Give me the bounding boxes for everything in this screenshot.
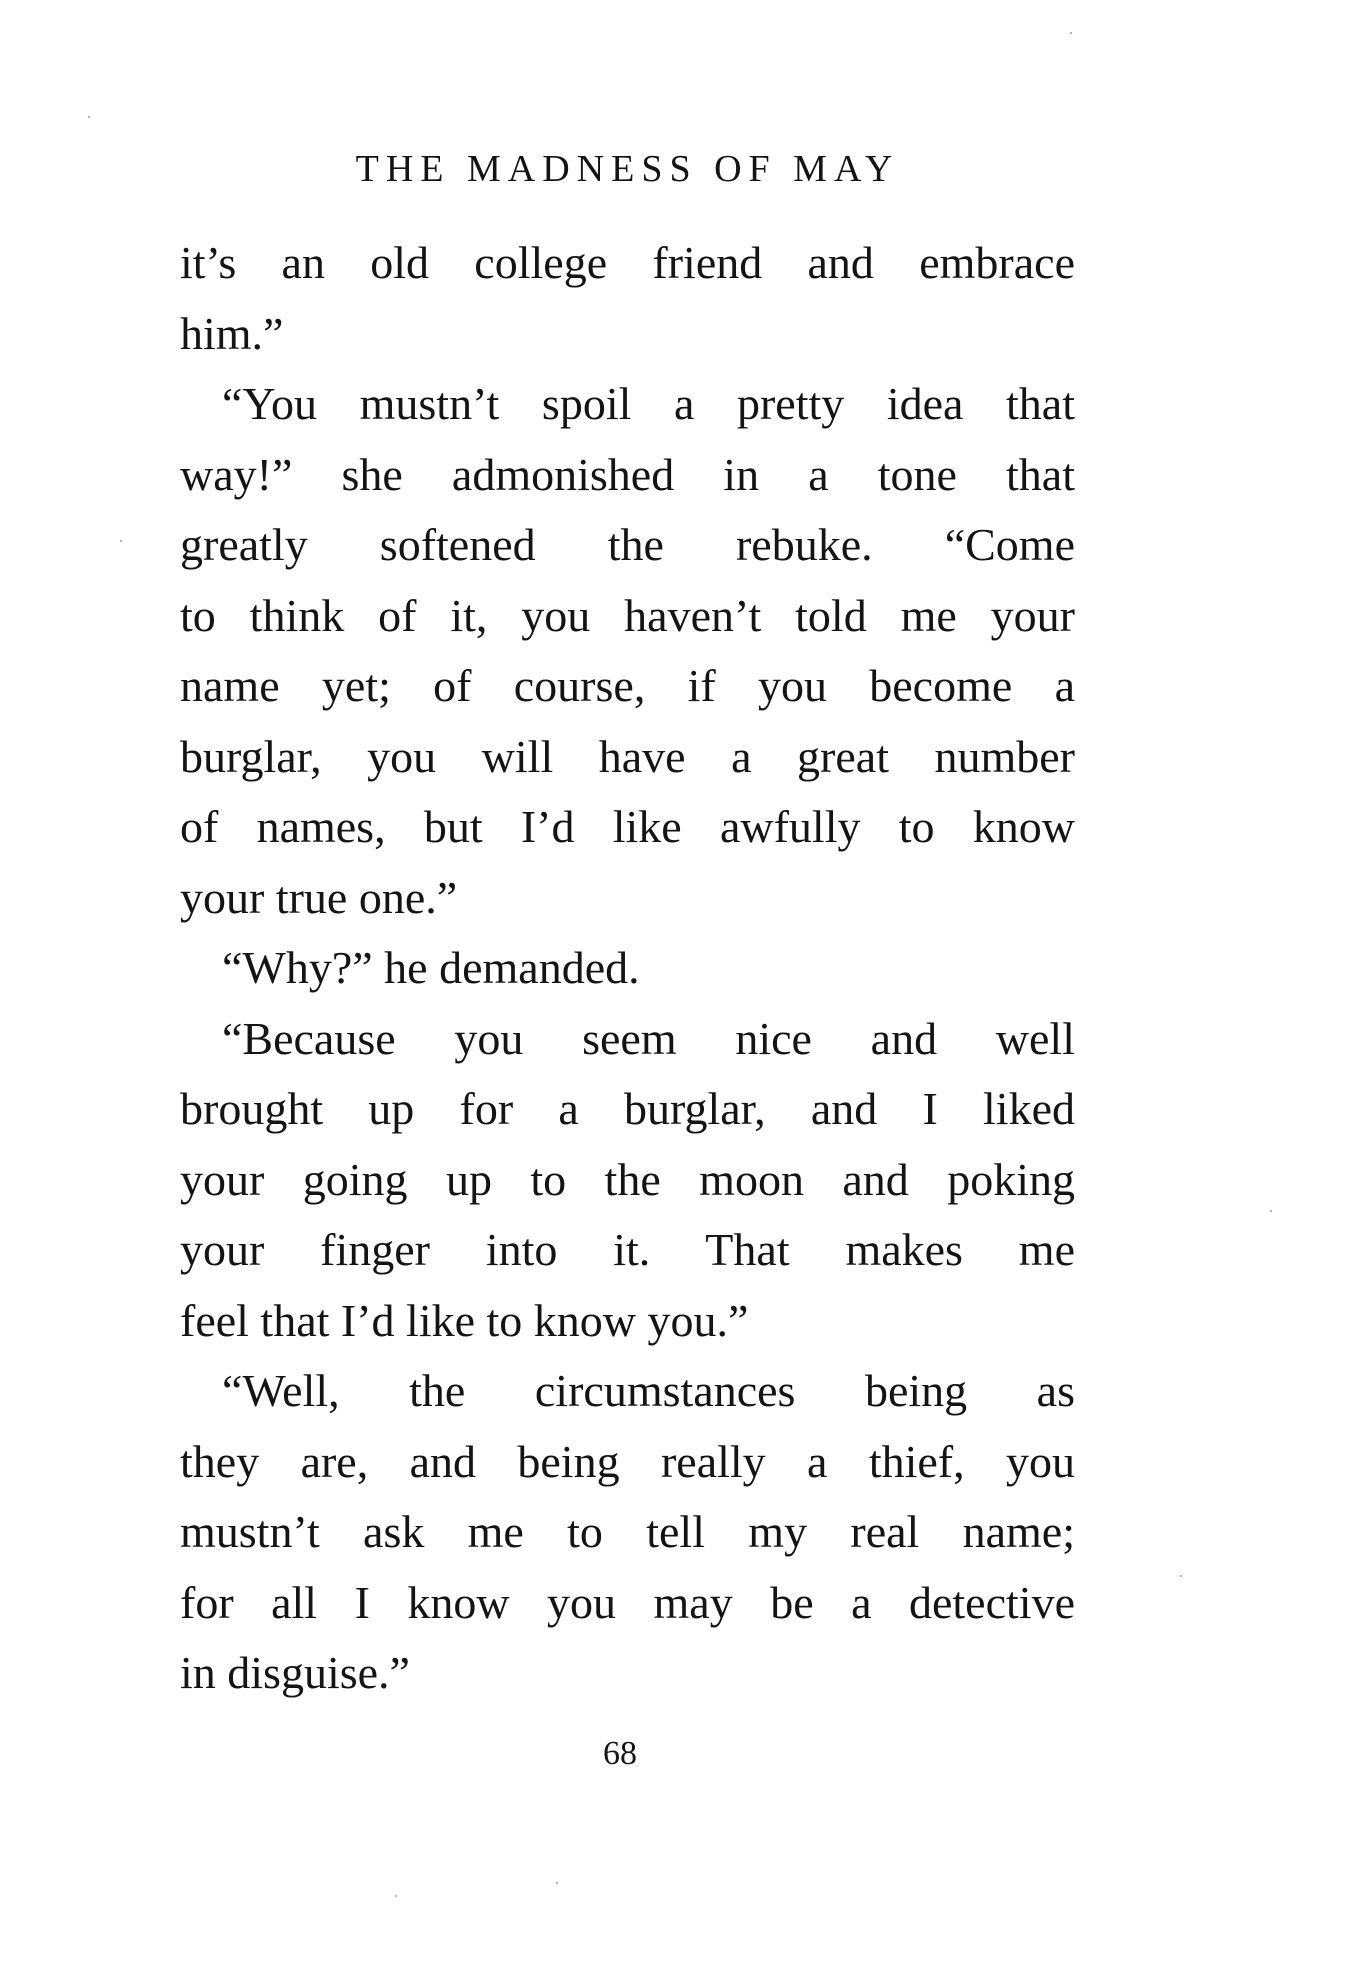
text-line: your true one.” — [180, 871, 458, 923]
text-line: it’s an old college friend and embrace — [180, 237, 1075, 288]
text-line: him.” — [180, 307, 284, 359]
text-line: for all I know you may be a detective — [180, 1576, 1075, 1628]
paper-speck — [120, 540, 122, 542]
text-line: “Because you seem nice and well — [222, 1012, 1075, 1064]
paper-speck — [556, 1882, 558, 1884]
text-line: your going up to the moon and poking — [180, 1153, 1075, 1205]
paper-speck — [88, 116, 90, 118]
text-line: brought up for a burglar, and I liked — [180, 1083, 1075, 1134]
paper-speck — [395, 1895, 397, 1897]
text-line: greatly softened the rebuke. “Come — [180, 519, 1075, 570]
text-line: feel that I’d like to know you.” — [180, 1294, 749, 1346]
text-line: mustn’t ask me to tell my real name; — [180, 1506, 1075, 1557]
text-line: in disguise.” — [180, 1647, 410, 1698]
paper-speck — [1070, 32, 1072, 34]
text-line: “You mustn’t spoil a pretty idea that — [222, 378, 1075, 429]
text-line: way!” she admonished in a tone that — [180, 448, 1075, 500]
page-number: 68 — [603, 1735, 637, 1772]
text-line: “Why?” he demanded. — [222, 942, 640, 993]
paper-speck — [1180, 1575, 1182, 1577]
text-line: to think of it, you haven’t told me your — [180, 589, 1075, 641]
running-head: THE MADNESS OF MAY — [355, 148, 900, 190]
text-line: burglar, you will have a great number — [180, 730, 1075, 782]
text-line: of names, but I’d like awfully to know — [180, 801, 1075, 852]
paper-speck — [1270, 1210, 1272, 1212]
text-line: “Well, the circumstances being as — [222, 1365, 1075, 1416]
body-text — [180, 228, 1075, 1709]
text-line: name yet; of course, if you become a — [180, 660, 1075, 711]
text-line: they are, and being really a thief, you — [180, 1435, 1075, 1487]
text-line: your finger into it. That makes me — [180, 1224, 1075, 1275]
